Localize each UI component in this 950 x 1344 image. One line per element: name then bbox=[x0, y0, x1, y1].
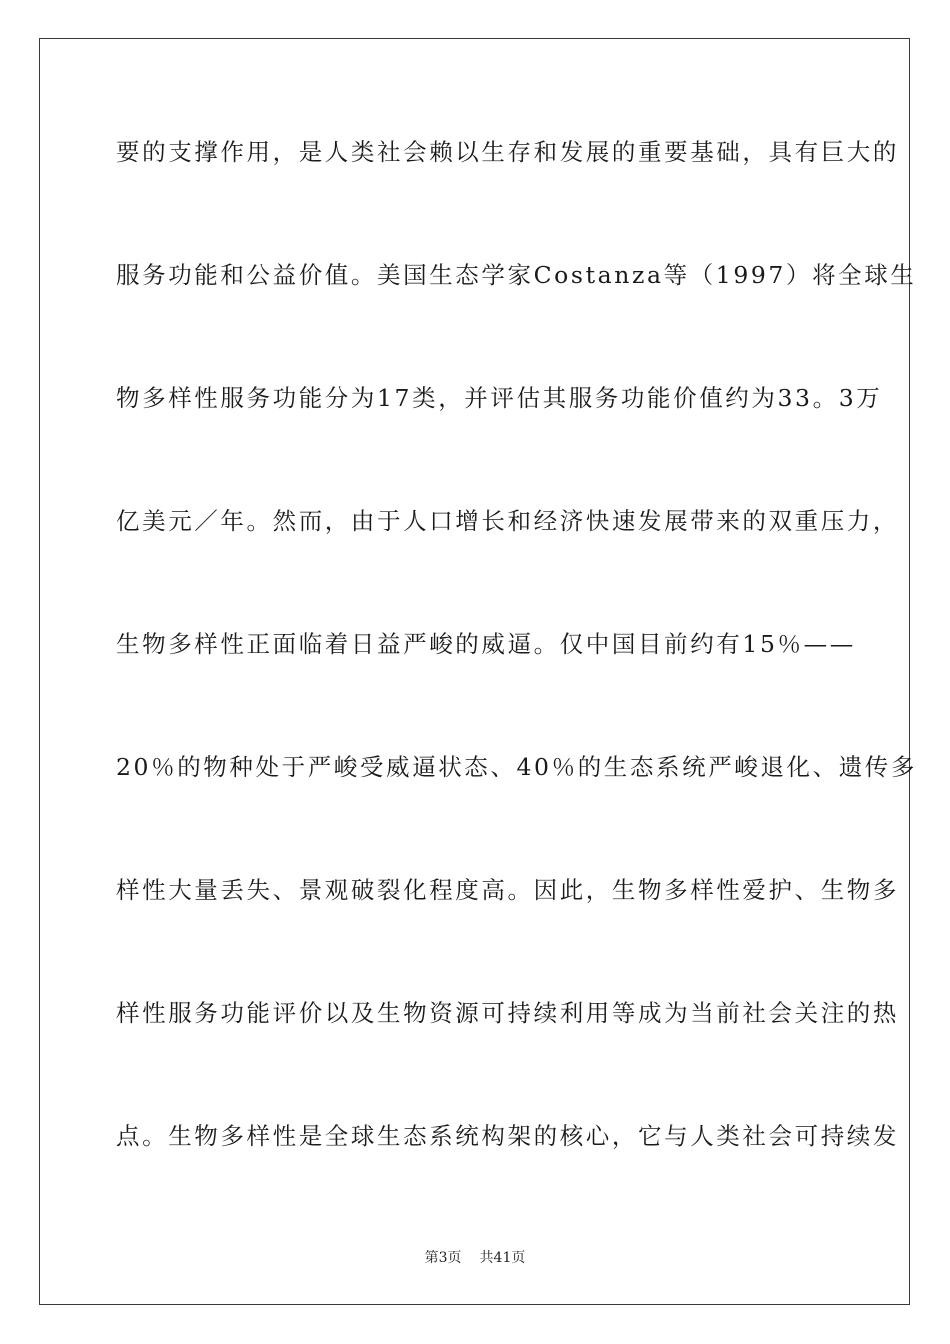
text-line: 生物多样性正面临着日益严峻的威逼。仅中国目前约有15％—— bbox=[116, 630, 856, 658]
page-number: 第3页 bbox=[424, 1250, 462, 1266]
text-line: 点。生物多样性是全球生态系统构架的核心，它与人类社会可持续发 bbox=[116, 1122, 899, 1150]
text-line: 要的支撑作用，是人类社会赖以生存和发展的重要基础，具有巨大的 bbox=[116, 138, 899, 166]
text-line: 亿美元／年。然而，由于人口增长和经济快速发展带来的双重压力， bbox=[116, 507, 899, 535]
text-line: 服务功能和公益价值。美国生态学家Costanza等（1997）将全球生 bbox=[116, 261, 917, 289]
body-paragraph bbox=[116, 130, 918, 1158]
text-line: 物多样性服务功能分为17类，并评估其服务功能价值约为33。3万 bbox=[116, 384, 883, 412]
text-line: 20％的物种处于严峻受威逼状态、40％的生态系统严峻退化、遗传多 bbox=[116, 753, 918, 781]
text-line: 样性服务功能评价以及生物资源可持续利用等成为当前社会关注的热 bbox=[116, 999, 899, 1027]
text-line: 样性大量丢失、景观破裂化程度高。因此，生物多样性爱护、生物多 bbox=[116, 876, 899, 904]
page-total: 共41页 bbox=[479, 1250, 526, 1266]
page-footer bbox=[0, 1248, 950, 1268]
